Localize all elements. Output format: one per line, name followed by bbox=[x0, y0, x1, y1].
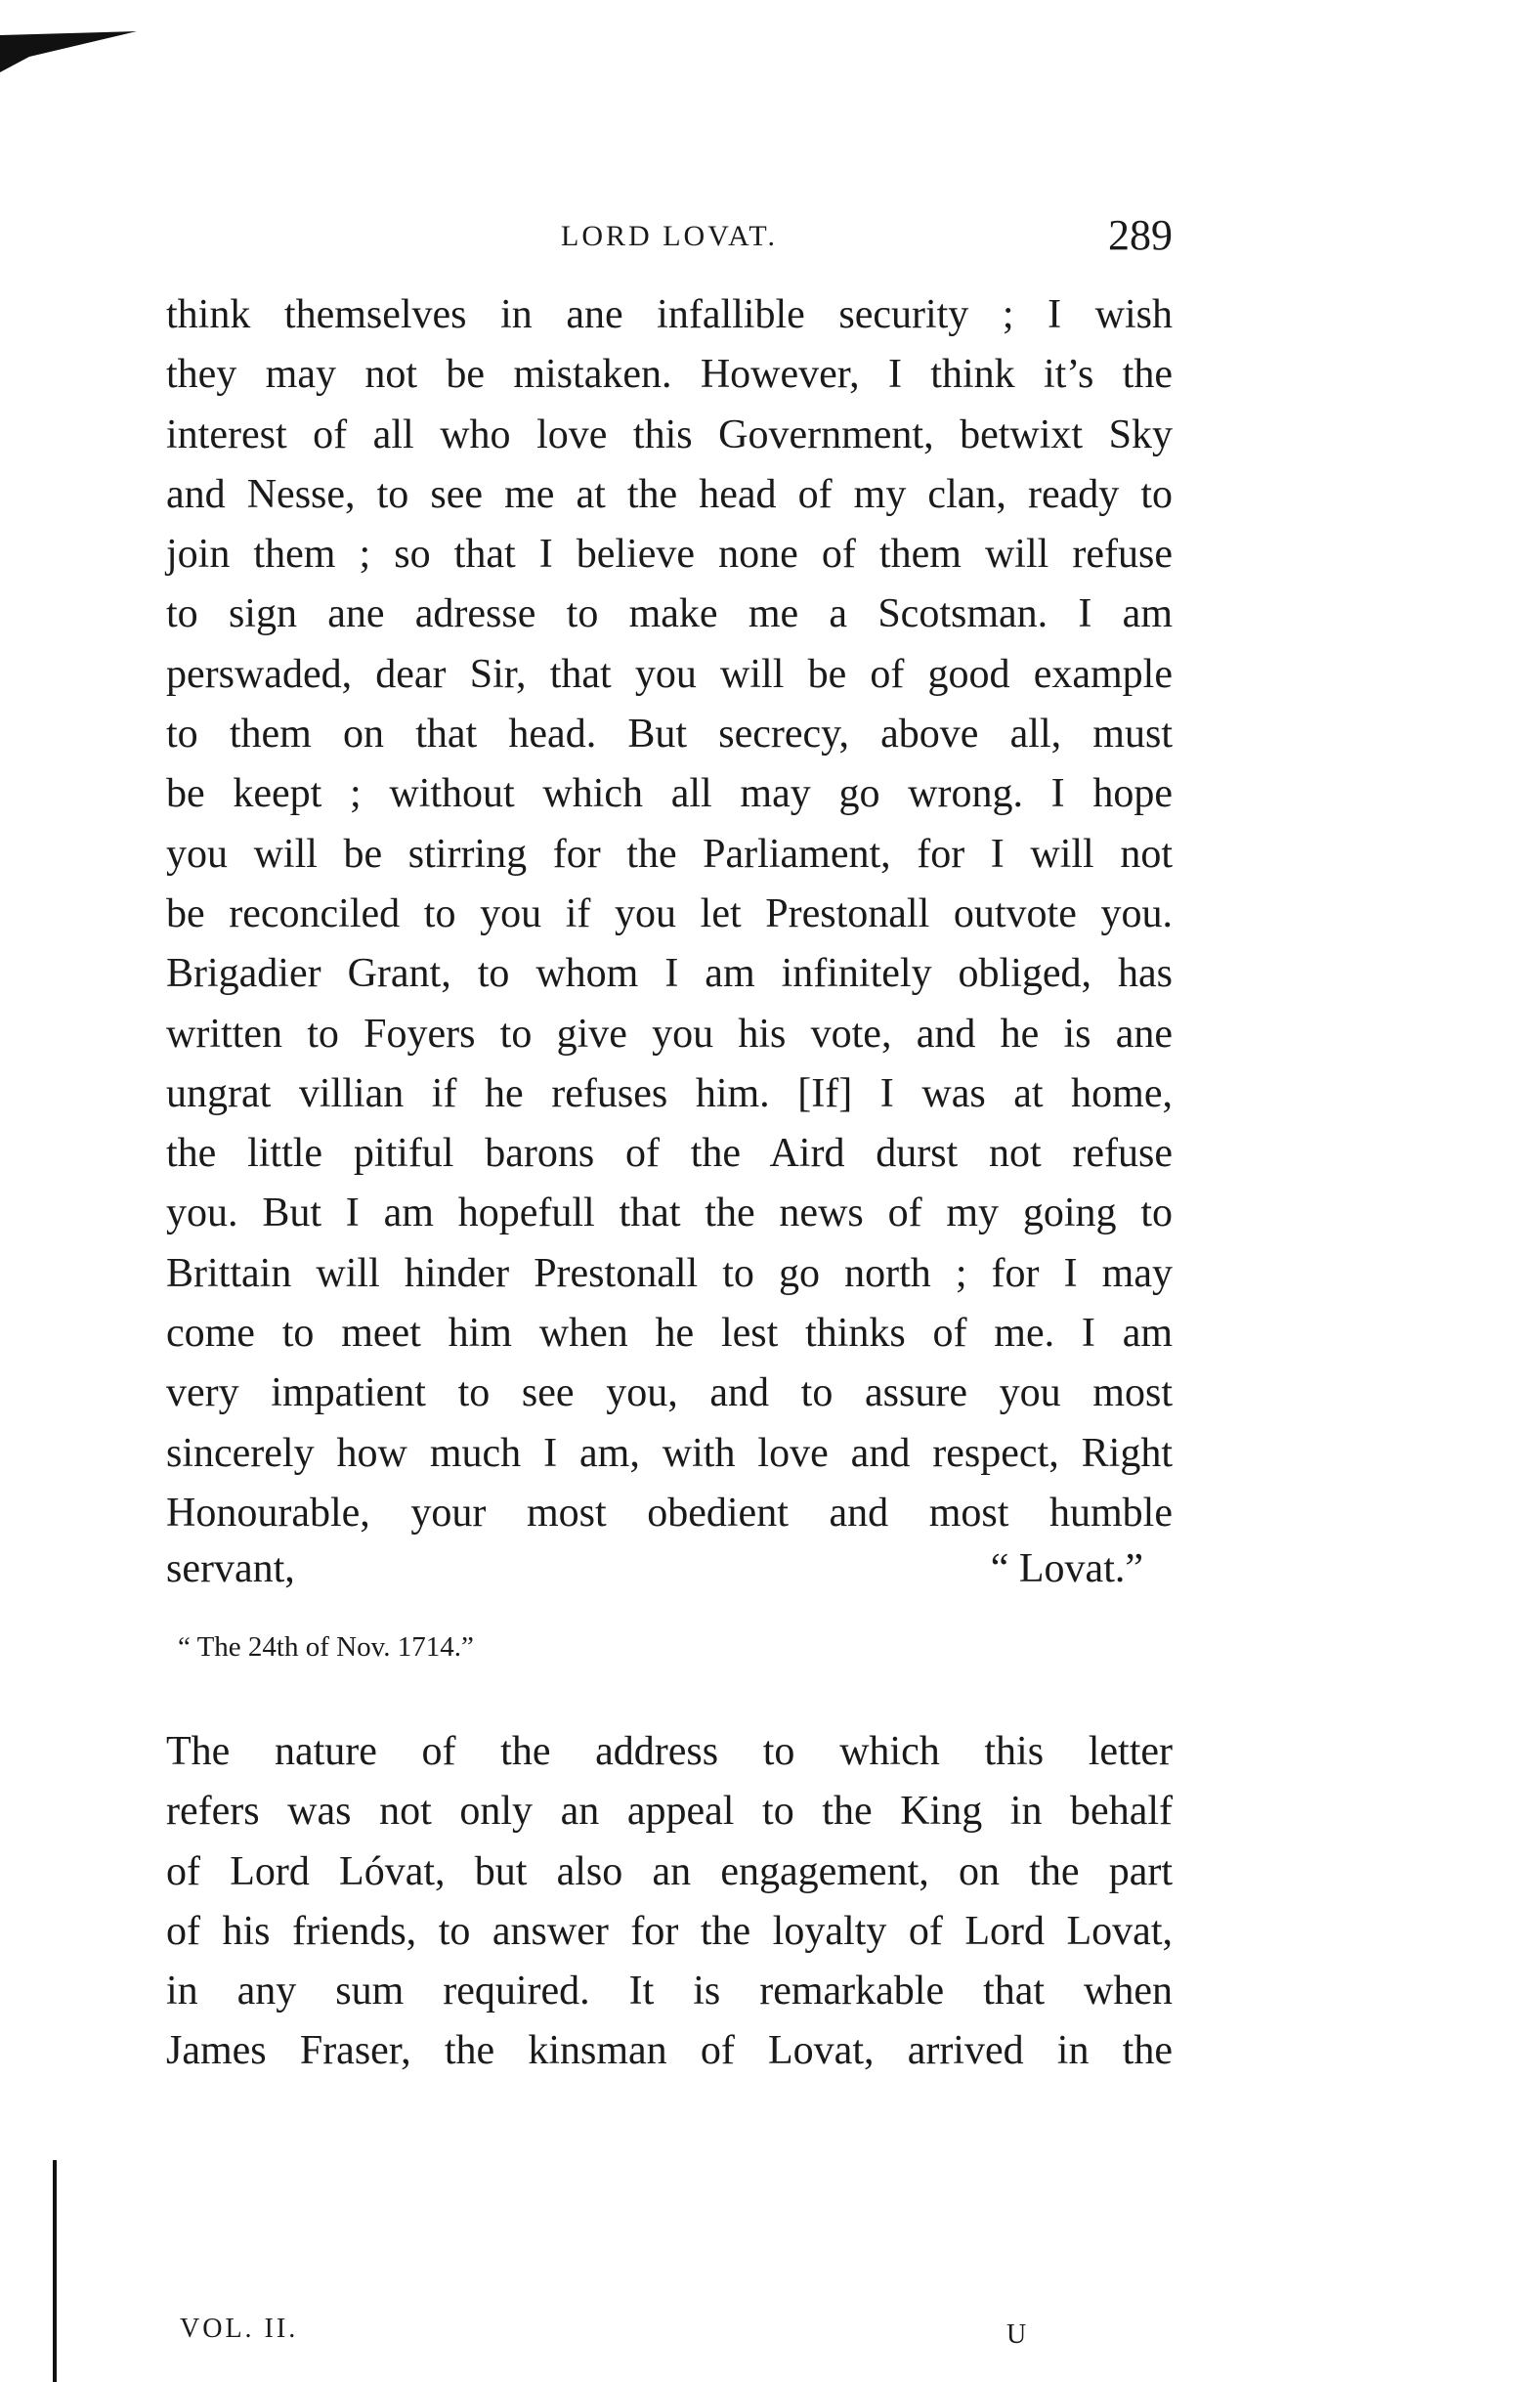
text-line: the little pitiful barons of the Aird durst not refuse bbox=[166, 1131, 1173, 1177]
page-header bbox=[166, 210, 1173, 269]
text-line: interest of all who love this Government, betwixt Sky bbox=[166, 411, 1173, 457]
volume-label: VOL. II. bbox=[180, 2314, 299, 2344]
valediction: servant, bbox=[166, 1546, 295, 1591]
text-line: you. But I am hopefull that the news of my going to bbox=[166, 1191, 1173, 1236]
text-line: come to meet him when he lest thinks of me. I am bbox=[166, 1311, 1173, 1357]
page-number: 289 bbox=[1108, 211, 1173, 259]
text-line: think themselves in ane infallible security ; I wish bbox=[166, 292, 1173, 337]
text-line: ungrat villian if he refuses him. [If] I was at home, bbox=[166, 1070, 1173, 1116]
text-line: written to Foyers to give you his vote, and he is ane bbox=[166, 1011, 1173, 1057]
text-line: Brittain will hinder Prestonall to go north ; for I may bbox=[166, 1250, 1173, 1296]
letter-closing bbox=[166, 1538, 1173, 1599]
text-line: of his friends, to answer for the loyalty of Lord Lovat, bbox=[166, 1908, 1173, 1954]
text-line: in any sum required. It is remarkable that when bbox=[166, 1969, 1173, 2014]
text-line: be keept ; without which all may go wrong. I hope bbox=[166, 771, 1173, 817]
text-line: you will be stirring for the Parliament, for I will not bbox=[166, 831, 1173, 877]
text-line: perswaded, dear Sir, that you will be of good example bbox=[166, 651, 1173, 697]
text-line: they may not be mistaken. However, I think it’s the bbox=[166, 352, 1173, 398]
text-line: Brigadier Grant, to whom I am infinitely obliged, has bbox=[166, 951, 1173, 997]
text-line: very impatient to see you, and to assure you most bbox=[166, 1370, 1173, 1416]
letter-date: “ The 24th of Nov. 1714.” bbox=[178, 1631, 474, 1663]
text-line: of Lord Lóvat, but also an engagement, on the part bbox=[166, 1848, 1173, 1894]
text-line: refers was not only an appeal to the King in behalf bbox=[166, 1789, 1173, 1835]
text-line: join them ; so that I believe none of them will refuse bbox=[166, 532, 1173, 578]
narrative-paragraph bbox=[166, 1722, 1173, 2082]
text-line: Honourable, your most obedient and most humble bbox=[166, 1490, 1173, 1536]
text-line: to them on that head. But secrecy, above all, must bbox=[166, 712, 1173, 758]
text-line: to sign ane adresse to make me a Scotsman. I am bbox=[166, 591, 1173, 637]
corner-binding-mark bbox=[0, 29, 137, 74]
page-edge-line bbox=[51, 2160, 61, 2382]
text-line: be reconciled to you if you let Prestonall outvote you. bbox=[166, 890, 1173, 936]
text-line: James Fraser, the kinsman of Lovat, arrived in the bbox=[166, 2028, 1173, 2074]
printer-signature-mark: U bbox=[1006, 2319, 1027, 2350]
text-line: sincerely how much I am, with love and respect, Right bbox=[166, 1430, 1173, 1476]
text-line: and Nesse, to see me at the head of my clan, ready to bbox=[166, 471, 1173, 517]
letter-signature: “ Lovat.” bbox=[990, 1546, 1143, 1591]
page-footer bbox=[166, 2314, 1173, 2353]
running-title: LORD LOVAT. bbox=[561, 220, 778, 252]
letter-body bbox=[166, 285, 1173, 1543]
text-line: The nature of the address to which this letter bbox=[166, 1729, 1173, 1774]
